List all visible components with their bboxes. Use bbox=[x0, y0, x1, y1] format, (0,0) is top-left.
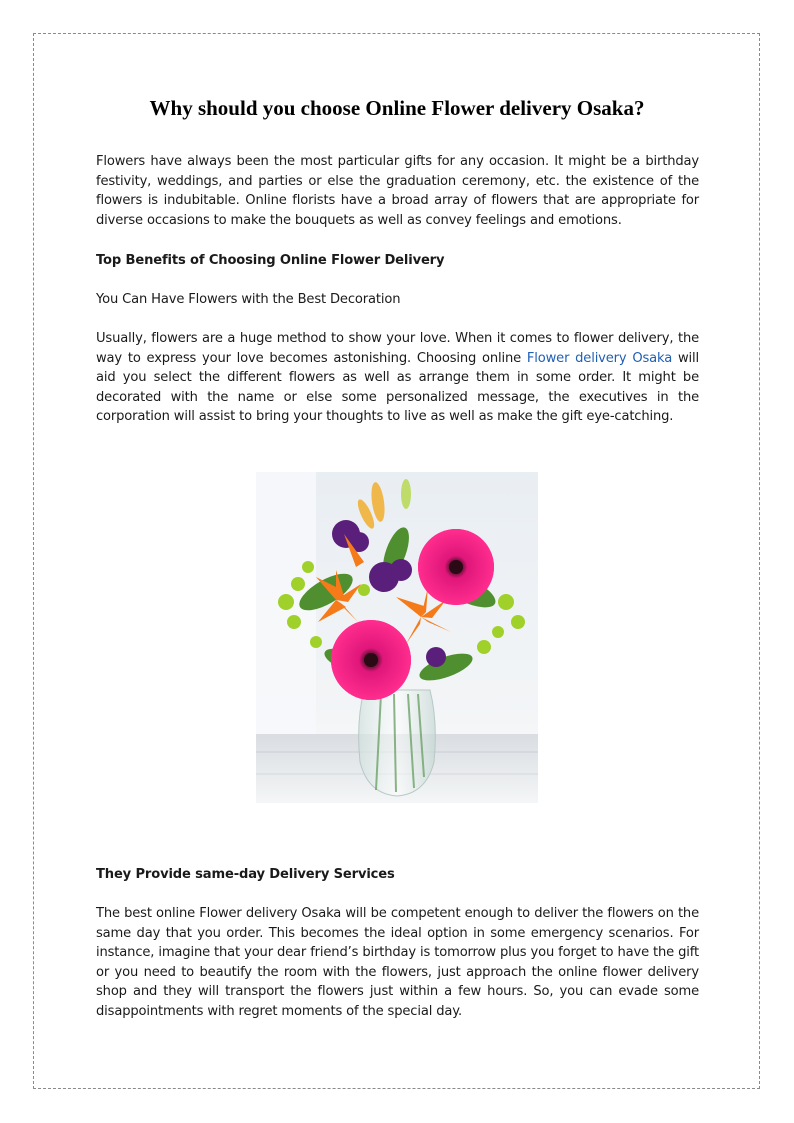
decoration-block bbox=[96, 329, 699, 427]
decoration-text-before-link: Usually, flowers are a huge method to show your love. When it comes to flower delivery, the way to express your love becomes astonishing. Choosing online bbox=[96, 331, 699, 366]
decoration-paragraph bbox=[96, 329, 699, 427]
decoration-text-after-link: will aid you select the different flowers as well as arrange them in some order. It might be decorated with the name or else some personalized message, the executives in the corporation will assist to bring your thoughts to live as well as make the gift eye-catching. bbox=[96, 350, 699, 424]
intro-paragraph: Flowers have always been the most particular gifts for any occasion. It might be a birthday festivity, weddings, and parties or else the graduation ceremony, etc. the existence of the flowers is indubitable. Online florists have a broad array of flowers that are appropriate for diverse occasions to make the bouquets as well as convey feelings and emotions. bbox=[96, 154, 699, 228]
sameday-heading: They Provide same-day Delivery Services bbox=[96, 867, 395, 882]
benefits-heading: Top Benefits of Choosing Online Flower Delivery bbox=[96, 253, 445, 268]
sameday-block bbox=[96, 904, 699, 1021]
benefits-heading-block bbox=[96, 251, 699, 271]
decoration-subheading: You Can Have Flowers with the Best Decoration bbox=[96, 292, 401, 307]
page-title: Why should you choose Online Flower delivery Osaka? bbox=[149, 96, 645, 120]
intro-block bbox=[96, 152, 699, 230]
flower-bouquet-image bbox=[256, 472, 538, 803]
sameday-paragraph: The best online Flower delivery Osaka will be competent enough to deliver the flowers on the same day that you order. This becomes the ideal option in some emergency scenarios. For instance, imagine that your dear friend’s birthday is tomorrow plus you forget to have the gift or you need to beautify the room with the flowers, just approach the online flower delivery shop and they will transport the flowers just within a few hours. So, you can evade some disappointments with regret moments of the special day. bbox=[96, 906, 699, 1019]
flower-delivery-osaka-link[interactable]: Flower delivery Osaka bbox=[526, 350, 673, 366]
decoration-subheading-block bbox=[96, 290, 699, 310]
sameday-heading-block bbox=[96, 865, 699, 885]
